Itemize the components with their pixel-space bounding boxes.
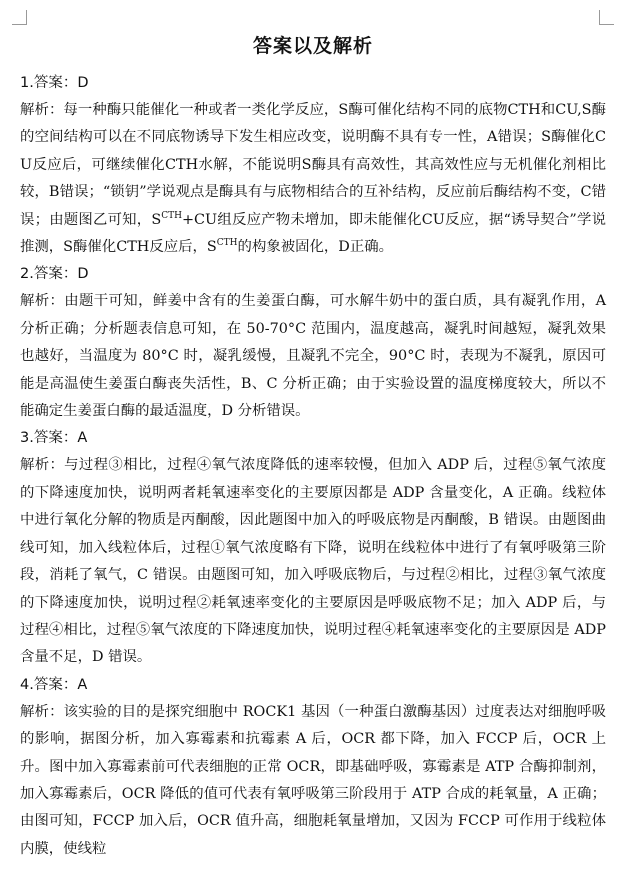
question-block-3 — [20, 425, 606, 671]
analysis-text-4: 解析：该实验的目的是探究细胞中 ROCK1 基因（一种蛋白激酶基因）过度表达对细胞呼吸的影响，据图分析，加入寡霉素和抗霉素 A 后，OCR 都下降，加入 FCCP 后，OCR 上升。图中加入寡霉素前可代表细胞的正常 OCR，即基础呼吸，寡霉素是 ATP 合酶抑制剂，加入寡霉素后，OCR 降低的值可代表有氧呼吸第三阶段用于 ATP 合成的耗氧量，A 正确；由图可知，FCCP 加入后，OCR 值升高，细胞耗氧量增加，又因为 FCCP 可作用于线粒体内膜，使线粒 — [20, 703, 606, 857]
question-block-4 — [20, 672, 606, 863]
answer-document — [20, 34, 606, 863]
answer-heading-3: 3.答案：A — [20, 430, 88, 447]
answer-heading-4: 4.答案：A — [20, 676, 88, 693]
page-bottom-fade — [0, 858, 626, 886]
question-block-1 — [20, 70, 606, 261]
analysis-text-3: 解析：与过程③相比，过程④氧气浓度降低的速率较慢，但加入 ADP 后，过程⑤氧气浓度的下降速度加快，说明两者耗氧速率变化的主要原因都是 ADP 含量变化，A 正确。线粒体中进行氧化分解的物质是丙酮酸，因此题图中加入的呼吸底物是丙酮酸，B 错误。由题图曲线可知，加入线粒体后，过程①氧气浓度略有下降，说明在线粒体中进行了有氧呼吸第三阶段，消耗了氧气，C 错误。由题图可知，加入呼吸底物后，与过程②相比，过程③氧气浓度的下降速度加快，说明过程②耗氧速率变化的主要原因是呼吸底物不足；加入 ADP 后，与过程④相比，过程⑤氧气浓度的下降速度加快，说明过程④耗氧速率变化的主要原因是 ADP 含量不足，D 错误。 — [20, 457, 606, 666]
document-title: 答案以及解析 — [252, 35, 373, 57]
page-corner-mark-left — [12, 10, 27, 25]
analysis-text-2: 解析：由题干可知，鲜姜中含有的生姜蛋白酶，可水解牛奶中的蛋白质，具有凝乳作用，A分析正确；分析题表信息可知，在 50-70°C 范围内，温度越高，凝乳时间越短，凝乳效果也越好，当温度为 80°C 时，凝乳缓慢，且凝乳不完全，90°C 时，表现为不凝乳，原因可能是高温使生姜蛋白酶丧失活性，B、C 分析正确；由于实验设置的温度梯度较大，所以不能确定生姜蛋白酶的最适温度，D 分析错误。 — [20, 293, 606, 420]
question-block-2 — [20, 261, 606, 425]
answer-heading-2: 2.答案：D — [20, 266, 89, 283]
page-corner-mark-right — [599, 10, 614, 25]
answer-heading-1: 1.答案：D — [20, 75, 89, 91]
analysis-text-1: 解析：每一种酶只能催化一种或者一类化学反应，S酶可催化结构不同的底物CTH和CU,S酶的空间结构可以在不同底物诱导下发生相应改变，说明酶不具有专一性，A错误；S酶催化CU反应后，可继续催化CTH水解，不能说明S酶具有高效性，其高效性应与无机催化剂相比较，B错误；“锁钥”学说观点是酶具有与底物相结合的互补结构，反应前后酶结构不变，C错误；由题图乙可知，$S^{CTH}+CU$组反应产物未增加，即未能催化CU反应，据“诱导契合”学说推测，S酶催化CTH反应后，$S^{CTH}$的构象被固化，D正确。 — [20, 102, 606, 256]
